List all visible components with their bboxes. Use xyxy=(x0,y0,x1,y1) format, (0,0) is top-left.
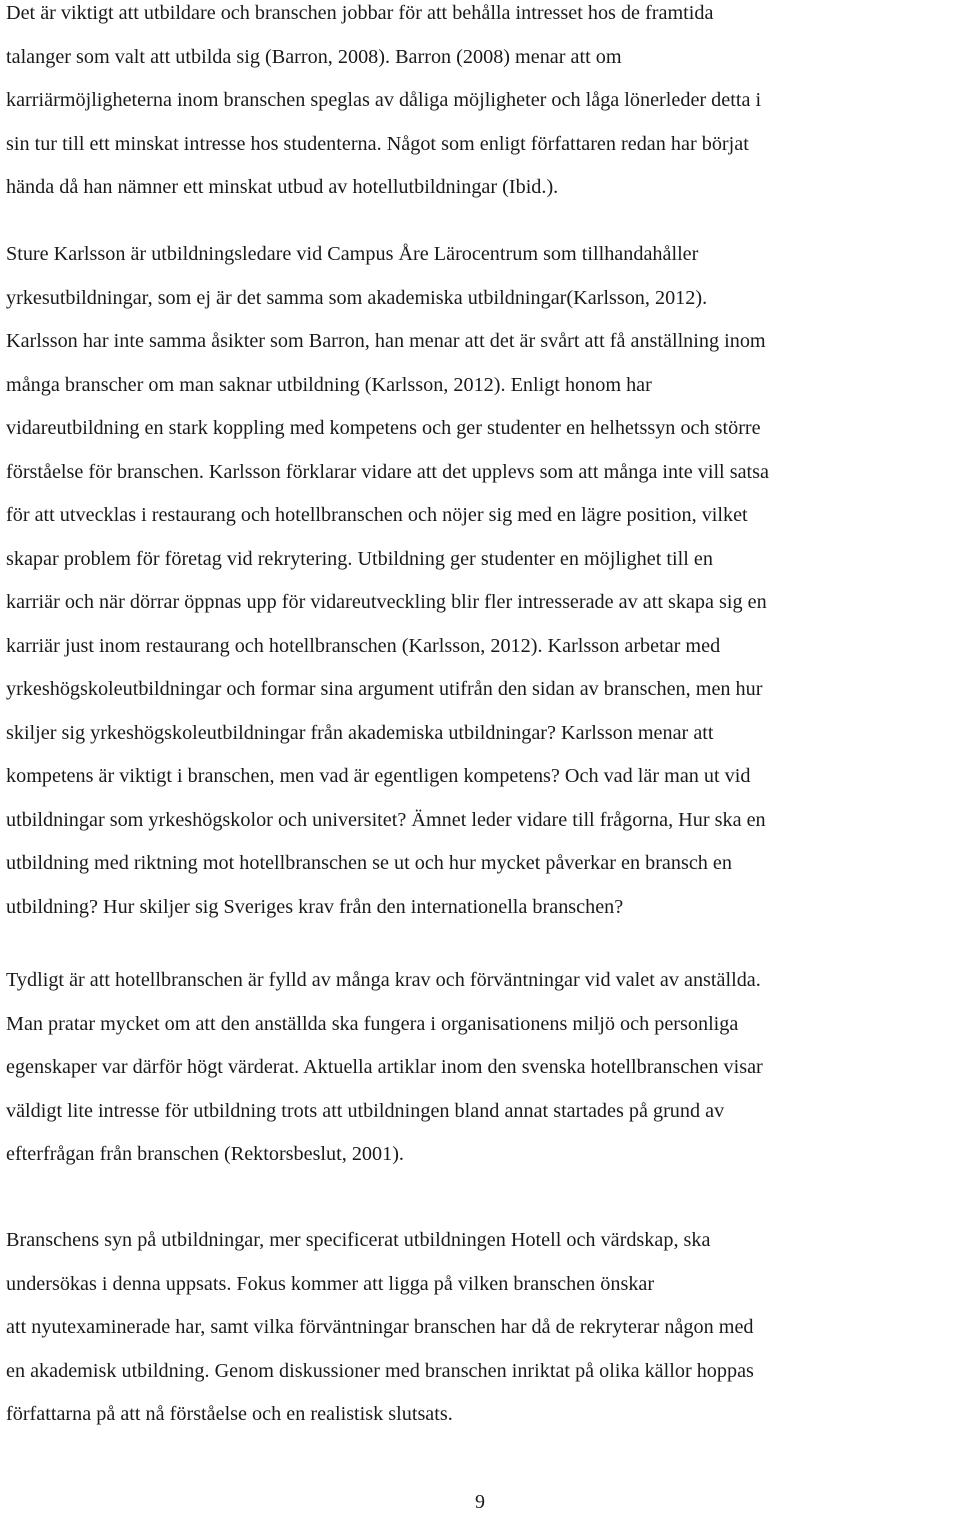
text-line: författarna på att nå förståelse och en realistisk slutsats. xyxy=(6,1403,453,1425)
text-line: yrkeshögskoleutbildningar och formar sina argument utifrån den sidan av branschen, men hur xyxy=(6,678,763,700)
paragraph-2 xyxy=(6,233,769,929)
paragraph-4 xyxy=(6,1219,754,1437)
text-line: undersökas i denna uppsats. Fokus kommer att ligga på vilken branschen önskar xyxy=(6,1272,655,1295)
text-line: sin tur till ett minskat intresse hos studenterna. Något som enligt författaren redan har börjat xyxy=(6,132,749,155)
text-line: karriär just inom restaurang och hotellbranschen (Karlsson, 2012). Karlsson arbetar med xyxy=(6,634,721,657)
text-line: väldigt lite intresse för utbildning trots att utbildningen bland annat startades på grund av xyxy=(6,1099,725,1122)
text-line: många branscher om man saknar utbildning (Karlsson, 2012). Enligt honom har xyxy=(6,373,652,396)
text-line: Karlsson har inte samma åsikter som Barron, han menar att det är svårt att få anställning inom xyxy=(6,330,766,352)
paragraph-1 xyxy=(6,0,761,210)
page-number: 9 xyxy=(475,1491,485,1513)
text-line: utbildning? Hur skiljer sig Sveriges krav från den internationella branschen? xyxy=(6,895,624,918)
text-line: att nyutexaminerade har, samt vilka förväntningar branschen har då de rekryterar någon med xyxy=(6,1316,754,1338)
text-line: utbildning med riktning mot hotellbranschen se ut och hur mycket påverkar en bransch en xyxy=(6,852,732,874)
text-line: Tydligt är att hotellbranschen är fylld av många krav och förväntningar vid valet av anställda. xyxy=(6,969,761,991)
text-line: skapar problem för företag vid rekrytering. Utbildning ger studenter en möjlighet till en xyxy=(6,547,713,570)
text-line: karriär och när dörrar öppnas upp för vidareutveckling blir fler intresserade av att skapa sig en xyxy=(6,591,767,613)
text-line: skiljer sig yrkeshögskoleutbildningar från akademiska utbildningar? Karlsson menar att xyxy=(6,721,714,744)
paragraph-3 xyxy=(6,959,763,1177)
text-line: utbildningar som yrkeshögskolor och universitet? Ämnet leder vidare till frågorna, Hur ska en xyxy=(6,808,766,831)
text-line: kompetens är viktigt i branschen, men vad är egentligen kompetens? Och vad lär man ut vid xyxy=(6,765,751,787)
text-line: Man pratar mycket om att den anställda ska fungera i organisationens miljö och personliga xyxy=(6,1012,739,1035)
text-line: Sture Karlsson är utbildningsledare vid Campus Åre Lärocentrum som tillhandahåller xyxy=(6,243,699,265)
text-line: för att utvecklas i restaurang och hotellbranschen och nöjer sig med en lägre position, vilket xyxy=(6,504,748,526)
text-line: Det är viktigt att utbildare och branschen jobbar för att behålla intresset hos de framtida xyxy=(6,2,714,24)
text-line: Branschens syn på utbildningar, mer specificerat utbildningen Hotell och värdskap, ska xyxy=(6,1229,711,1251)
text-line: talanger som valt att utbilda sig (Barron, 2008). Barron (2008) menar att om xyxy=(6,45,622,68)
text-line: förståelse för branschen. Karlsson förklarar vidare att det upplevs som att många inte vill satsa xyxy=(6,460,769,483)
text-line: karriärmöjligheterna inom branschen speglas av dåliga möjligheter och låga lönerleder detta i xyxy=(6,89,762,111)
text-line: vidareutbildning en stark koppling med kompetens och ger studenter en helhetssyn och större xyxy=(6,417,761,439)
text-line: en akademisk utbildning. Genom diskussioner med branschen inriktat på olika källor hoppas xyxy=(6,1359,754,1382)
text-line: yrkesutbildningar, som ej är det samma som akademiska utbildningar(Karlsson, 2012). xyxy=(6,286,708,309)
text-line: hända då han nämner ett minskat utbud av hotellutbildningar (Ibid.). xyxy=(6,176,559,198)
text-line: efterfrågan från branschen (Rektorsbeslut, 2001). xyxy=(6,1143,404,1165)
text-line: egenskaper var därför högt värderat. Aktuella artiklar inom den svenska hotellbranschen visar xyxy=(6,1056,763,1078)
